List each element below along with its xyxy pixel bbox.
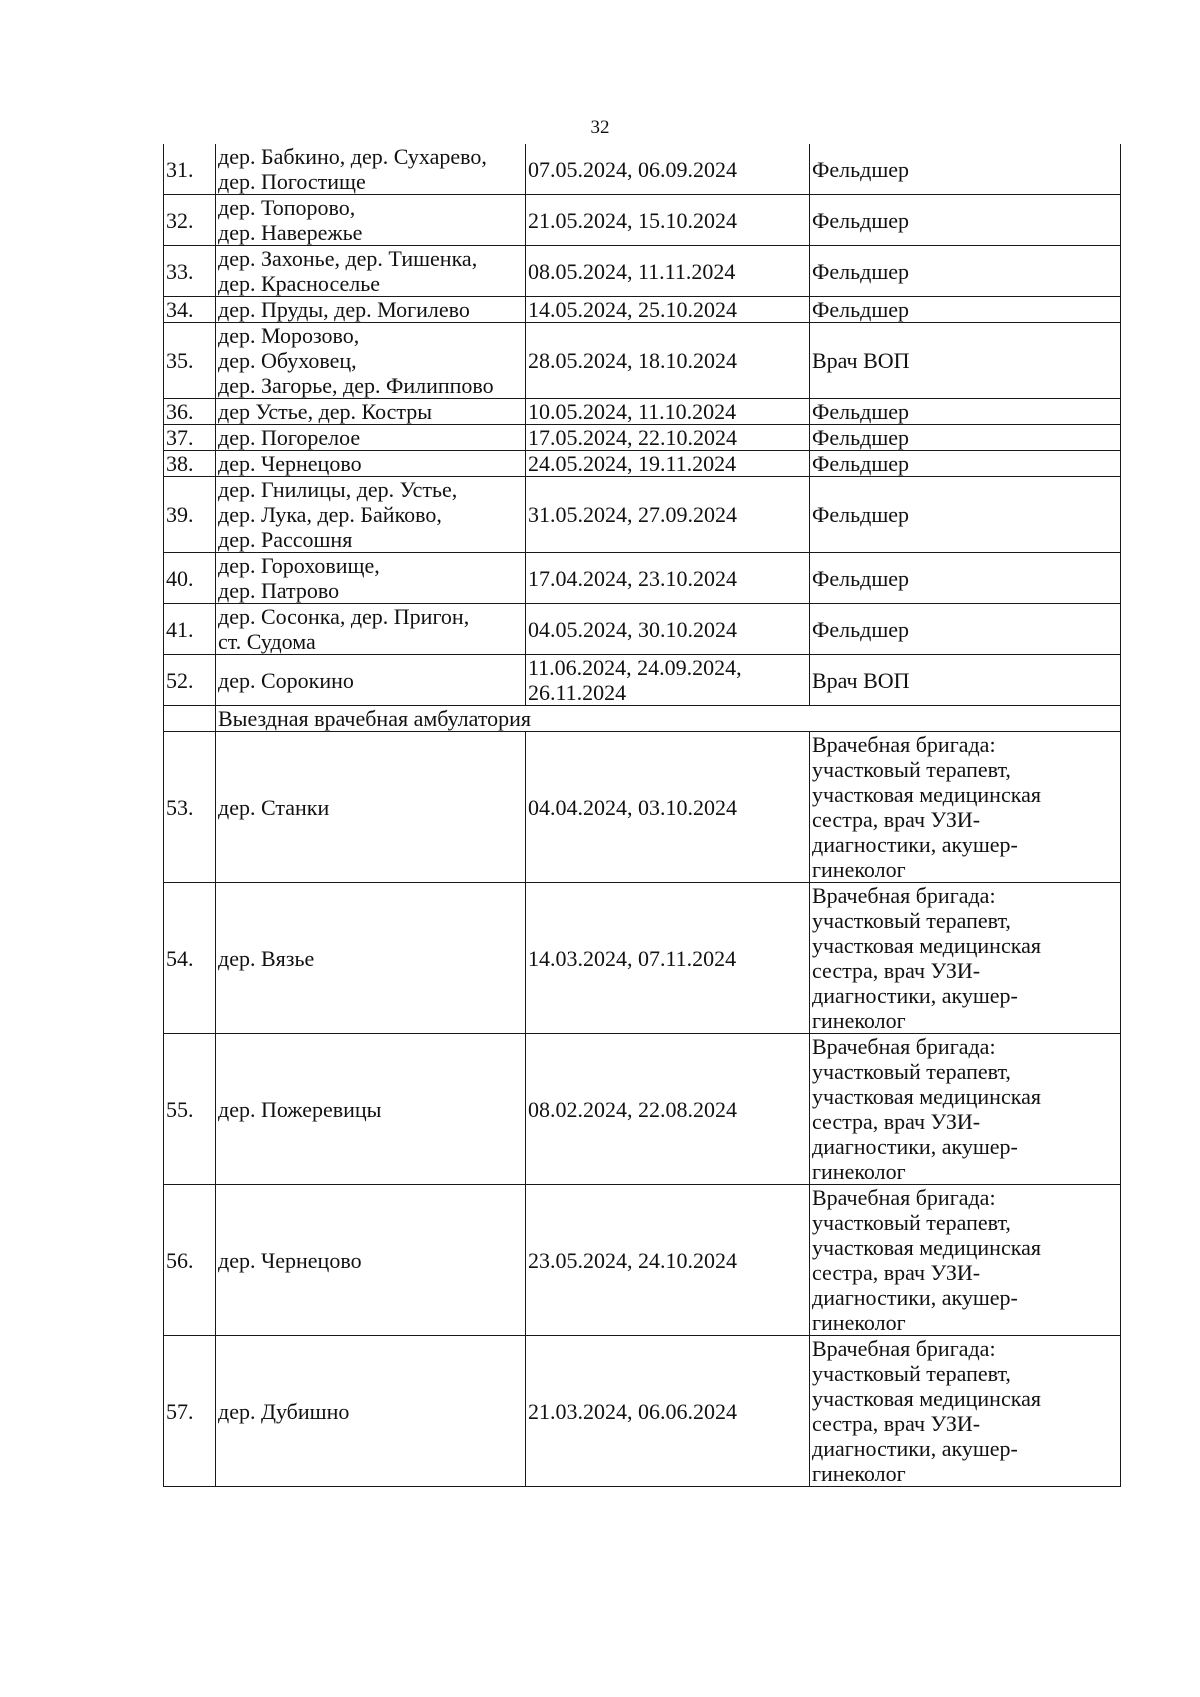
row-number: 33. xyxy=(164,246,216,297)
row-number: 35. xyxy=(164,323,216,399)
table-row xyxy=(164,323,1121,399)
staff-cell: Врачебная бригада: участковый терапевт, участковая медицинская сестра, врач УЗИ- диагностики, акушер- гинеколог xyxy=(810,883,1121,1034)
table-row xyxy=(164,297,1121,323)
row-number: 37. xyxy=(164,425,216,451)
visit-dates-cell: 07.05.2024, 06.09.2024 xyxy=(526,144,810,195)
row-number: 31. xyxy=(164,144,216,195)
settlement-cell: дер. Чернецово xyxy=(216,451,526,477)
settlement-cell: дер. Морозово, дер. Обуховец, дер. Загорье, дер. Филиппово xyxy=(216,323,526,399)
staff-cell: Фельдшер xyxy=(810,604,1121,655)
row-number: 55. xyxy=(164,1034,216,1185)
table-row xyxy=(164,732,1121,883)
staff-cell: Врачебная бригада: участковый терапевт, участковая медицинская сестра, врач УЗИ- диагностики, акушер- гинеколог xyxy=(810,1185,1121,1336)
settlement-cell: дер. Дубишно xyxy=(216,1336,526,1487)
table-row xyxy=(164,604,1121,655)
visit-dates-cell: 08.05.2024, 11.11.2024 xyxy=(526,246,810,297)
staff-cell: Врачебная бригада: участковый терапевт, участковая медицинская сестра, врач УЗИ- диагностики, акушер- гинеколог xyxy=(810,1336,1121,1487)
section-title: Выездная врачебная амбулатория xyxy=(216,706,1121,732)
staff-cell: Фельдшер xyxy=(810,425,1121,451)
visit-dates-cell: 08.02.2024, 22.08.2024 xyxy=(526,1034,810,1185)
visit-dates-cell: 04.05.2024, 30.10.2024 xyxy=(526,604,810,655)
settlement-cell: дер. Гнилицы, дер. Устье, дер. Лука, дер. Байково, дер. Рассошня xyxy=(216,477,526,553)
staff-cell: Фельдшер xyxy=(810,451,1121,477)
visit-dates-cell: 04.04.2024, 03.10.2024 xyxy=(526,732,810,883)
visit-dates-cell: 23.05.2024, 24.10.2024 xyxy=(526,1185,810,1336)
row-number: 34. xyxy=(164,297,216,323)
row-number: 38. xyxy=(164,451,216,477)
settlement-cell: дер. Сосонка, дер. Пригон, ст. Судома xyxy=(216,604,526,655)
visit-dates-cell: 21.05.2024, 15.10.2024 xyxy=(526,195,810,246)
row-number: 36. xyxy=(164,399,216,425)
visit-dates-cell: 14.03.2024, 07.11.2024 xyxy=(526,883,810,1034)
table-row xyxy=(164,1336,1121,1487)
visit-dates-cell: 17.05.2024, 22.10.2024 xyxy=(526,425,810,451)
section-number-cell xyxy=(164,706,216,732)
settlement-cell: дер. Пожеревицы xyxy=(216,1034,526,1185)
table-row xyxy=(164,399,1121,425)
staff-cell: Фельдшер xyxy=(810,297,1121,323)
table-row xyxy=(164,883,1121,1034)
settlement-cell: дер. Погорелое xyxy=(216,425,526,451)
table-row xyxy=(164,553,1121,604)
staff-cell: Фельдшер xyxy=(810,195,1121,246)
settlement-cell: дер. Сорокино xyxy=(216,655,526,706)
row-number: 52. xyxy=(164,655,216,706)
settlement-cell: дер. Гороховище, дер. Патрово xyxy=(216,553,526,604)
table-row xyxy=(164,246,1121,297)
staff-cell: Врачебная бригада: участковый терапевт, участковая медицинская сестра, врач УЗИ- диагностики, акушер- гинеколог xyxy=(810,1034,1121,1185)
visit-dates-cell: 11.06.2024, 24.09.2024, 26.11.2024 xyxy=(526,655,810,706)
table-row xyxy=(164,451,1121,477)
settlement-cell: дер. Бабкино, дер. Сухарево, дер. Погостище xyxy=(216,144,526,195)
settlement-cell: дер. Захонье, дер. Тишенка, дер. Красноселье xyxy=(216,246,526,297)
row-number: 57. xyxy=(164,1336,216,1487)
table-row xyxy=(164,1185,1121,1336)
table-row xyxy=(164,425,1121,451)
schedule-table xyxy=(163,144,1121,1487)
staff-cell: Фельдшер xyxy=(810,477,1121,553)
staff-cell: Врач ВОП xyxy=(810,323,1121,399)
visit-dates-cell: 24.05.2024, 19.11.2024 xyxy=(526,451,810,477)
visit-dates-cell: 31.05.2024, 27.09.2024 xyxy=(526,477,810,553)
row-number: 56. xyxy=(164,1185,216,1336)
row-number: 53. xyxy=(164,732,216,883)
staff-cell: Фельдшер xyxy=(810,246,1121,297)
visit-dates-cell: 14.05.2024, 25.10.2024 xyxy=(526,297,810,323)
table-row xyxy=(164,477,1121,553)
staff-cell: Врачебная бригада: участковый терапевт, участковая медицинская сестра, врач УЗИ- диагностики, акушер- гинеколог xyxy=(810,732,1121,883)
table-row xyxy=(164,655,1121,706)
visit-dates-cell: 21.03.2024, 06.06.2024 xyxy=(526,1336,810,1487)
table-row xyxy=(164,195,1121,246)
settlement-cell: дер. Чернецово xyxy=(216,1185,526,1336)
settlement-cell: дер. Станки xyxy=(216,732,526,883)
row-number: 41. xyxy=(164,604,216,655)
settlement-cell: дер. Вязье xyxy=(216,883,526,1034)
visit-dates-cell: 28.05.2024, 18.10.2024 xyxy=(526,323,810,399)
settlement-cell: дер. Топорово, дер. Навережье xyxy=(216,195,526,246)
table-row xyxy=(164,144,1121,195)
visit-dates-cell: 10.05.2024, 11.10.2024 xyxy=(526,399,810,425)
staff-cell: Фельдшер xyxy=(810,144,1121,195)
row-number: 32. xyxy=(164,195,216,246)
visit-dates-cell: 17.04.2024, 23.10.2024 xyxy=(526,553,810,604)
row-number: 54. xyxy=(164,883,216,1034)
staff-cell: Фельдшер xyxy=(810,399,1121,425)
row-number: 40. xyxy=(164,553,216,604)
row-number: 39. xyxy=(164,477,216,553)
staff-cell: Врач ВОП xyxy=(810,655,1121,706)
table-row xyxy=(164,1034,1121,1185)
staff-cell: Фельдшер xyxy=(810,553,1121,604)
section-row xyxy=(164,706,1121,732)
page-number: 32 xyxy=(590,117,610,138)
settlement-cell: дер. Пруды, дер. Могилево xyxy=(216,297,526,323)
settlement-cell: дер Устье, дер. Костры xyxy=(216,399,526,425)
